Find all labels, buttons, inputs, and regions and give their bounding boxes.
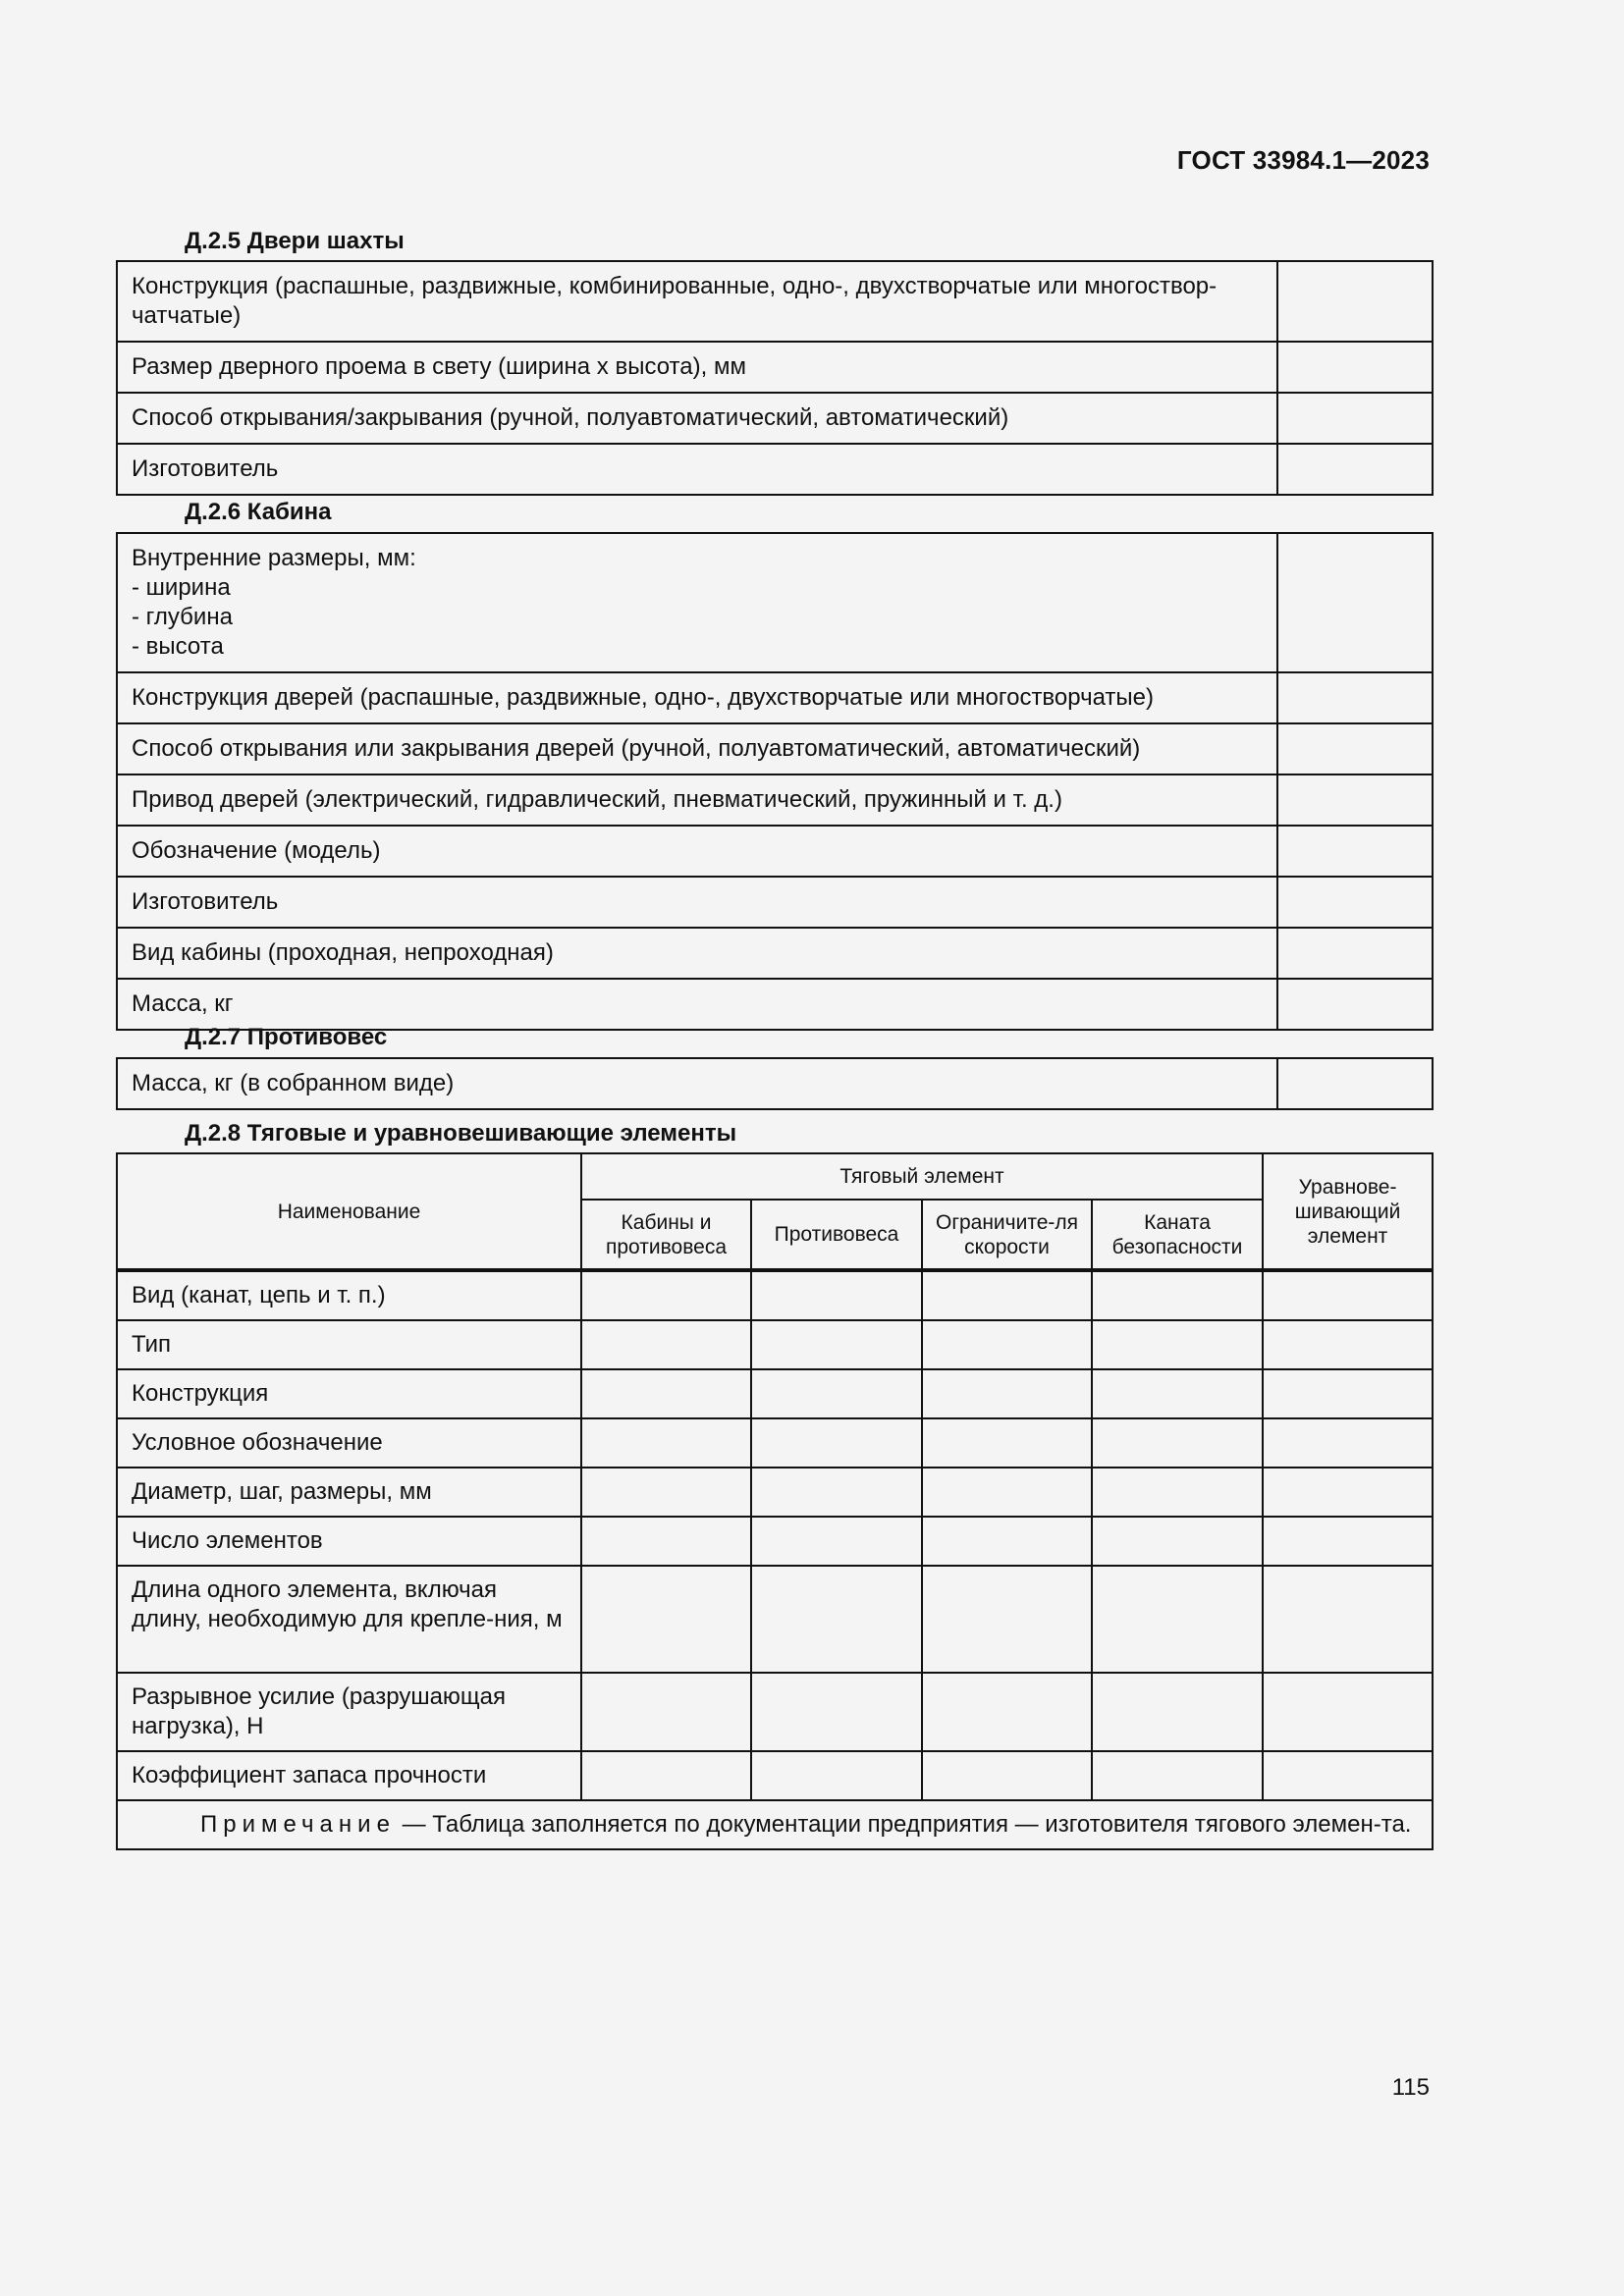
dimensions-cell (117, 533, 1277, 672)
value-cell[interactable] (1263, 1369, 1433, 1418)
row-label: Коэффициент запаса прочности (117, 1751, 581, 1800)
value-cell[interactable] (751, 1369, 922, 1418)
section-title-counterweight: Д.2.7 Противовес (185, 1024, 388, 1050)
value-cell[interactable] (1092, 1673, 1263, 1751)
row-label: Способ открывания или закрывания дверей (ручной, полуавтоматический, автоматический) (117, 723, 1277, 774)
dimension-height: - высота (132, 633, 224, 660)
table-row (117, 533, 1433, 672)
value-cell[interactable] (751, 1270, 922, 1320)
row-label: Диаметр, шаг, размеры, мм (117, 1468, 581, 1517)
table-row (117, 979, 1433, 1030)
value-cell[interactable] (751, 1673, 922, 1751)
value-cell[interactable] (751, 1418, 922, 1468)
value-cell[interactable] (1263, 1673, 1433, 1751)
value-cell[interactable] (1092, 1270, 1263, 1320)
value-cell[interactable] (1263, 1517, 1433, 1566)
value-cell[interactable] (1092, 1751, 1263, 1800)
row-label: Конструкция дверей (распашные, раздвижные, одно-, двухстворчатые или многостворчатые) (117, 672, 1277, 723)
value-cell[interactable] (581, 1751, 751, 1800)
value-cell[interactable] (1092, 1369, 1263, 1418)
header-name: Наименование (117, 1153, 581, 1270)
value-cell[interactable] (581, 1517, 751, 1566)
value-cell[interactable] (1092, 1566, 1263, 1673)
cabin-table (116, 532, 1434, 1031)
traction-elements-table (116, 1152, 1434, 1850)
value-cell[interactable] (1277, 826, 1433, 877)
value-cell[interactable] (922, 1369, 1092, 1418)
table-row (117, 1751, 1433, 1800)
value-cell[interactable] (1263, 1468, 1433, 1517)
value-cell[interactable] (751, 1566, 922, 1673)
value-cell[interactable] (1092, 1320, 1263, 1369)
value-cell[interactable] (1092, 1517, 1263, 1566)
value-cell[interactable] (1277, 774, 1433, 826)
row-label: Масса, кг (в собранном виде) (117, 1058, 1277, 1109)
row-label: Вид кабины (проходная, непроходная) (117, 928, 1277, 979)
counterweight-table (116, 1057, 1434, 1110)
table-row (117, 774, 1433, 826)
header-balancing: Уравнове-шивающий элемент (1263, 1153, 1433, 1270)
value-cell[interactable] (1277, 672, 1433, 723)
row-label: Способ открывания/закрывания (ручной, полуавтоматический, автоматический) (117, 393, 1277, 444)
section-title-traction-elements: Д.2.8 Тяговые и уравновешивающие элементы (185, 1120, 737, 1147)
table-row (117, 393, 1433, 444)
value-cell[interactable] (922, 1320, 1092, 1369)
table-note-row (117, 1800, 1433, 1849)
dimension-depth: - глубина (132, 604, 233, 630)
table-row (117, 928, 1433, 979)
header-safety-rope: Каната безопасности (1092, 1200, 1263, 1270)
table-row (117, 1517, 1433, 1566)
value-cell[interactable] (751, 1517, 922, 1566)
header-counterweight: Противовеса (751, 1200, 922, 1270)
header-traction-group: Тяговый элемент (581, 1153, 1263, 1200)
row-label: Масса, кг (117, 979, 1277, 1030)
note-text: — Таблица заполняется по документации предприятия — изготовителя тягового элемен-та. (395, 1811, 1412, 1838)
row-label: Размер дверного проема в свету (ширина х высота), мм (117, 342, 1277, 393)
value-cell[interactable] (922, 1270, 1092, 1320)
table-row (117, 1418, 1433, 1468)
row-label: Условное обозначение (117, 1418, 581, 1468)
table-row (117, 342, 1433, 393)
note-label: Примечание (200, 1811, 396, 1838)
table-row (117, 672, 1433, 723)
value-cell[interactable] (581, 1320, 751, 1369)
table-row (117, 1468, 1433, 1517)
dimension-width: - ширина (132, 574, 231, 601)
value-cell[interactable] (1263, 1270, 1433, 1320)
header-cabin-counterweight: Кабины и противовеса (581, 1200, 751, 1270)
table-row (117, 723, 1433, 774)
value-cell[interactable] (922, 1673, 1092, 1751)
table-row (117, 261, 1433, 342)
row-label: Изготовитель (117, 877, 1277, 928)
table-row (117, 444, 1433, 495)
value-cell[interactable] (1092, 1418, 1263, 1468)
row-label: Разрывное усилие (разрушающая нагрузка), Н (117, 1673, 581, 1751)
value-cell[interactable] (1277, 928, 1433, 979)
value-cell[interactable] (1263, 1566, 1433, 1673)
table-row (117, 826, 1433, 877)
value-cell[interactable] (751, 1320, 922, 1369)
value-cell[interactable] (922, 1468, 1092, 1517)
table-row (117, 1673, 1433, 1751)
value-cell[interactable] (1277, 444, 1433, 495)
row-label: Тип (117, 1320, 581, 1369)
row-label: Вид (канат, цепь и т. п.) (117, 1270, 581, 1320)
table-row (117, 1566, 1433, 1673)
value-cell[interactable] (581, 1468, 751, 1517)
row-label: Обозначение (модель) (117, 826, 1277, 877)
row-label: Конструкция (распашные, раздвижные, комбинированные, одно-, двухстворчатые или многоствор-чатчатые) (117, 261, 1277, 342)
row-label: Изготовитель (117, 444, 1277, 495)
value-cell[interactable] (751, 1468, 922, 1517)
value-cell[interactable] (1277, 533, 1433, 672)
value-cell[interactable] (1263, 1751, 1433, 1800)
section-title-shaft-doors: Д.2.5 Двери шахты (185, 228, 405, 254)
value-cell[interactable] (1277, 877, 1433, 928)
table-row (117, 1270, 1433, 1320)
row-label: Привод дверей (электрический, гидравлический, пневматический, пружинный и т. д.) (117, 774, 1277, 826)
value-cell[interactable] (1277, 342, 1433, 393)
value-cell[interactable] (1277, 261, 1433, 342)
value-cell[interactable] (1277, 1058, 1433, 1109)
value-cell[interactable] (581, 1369, 751, 1418)
header-speed-governor: Ограничите-ля скорости (922, 1200, 1092, 1270)
document-standard-number: ГОСТ 33984.1—2023 (1176, 145, 1430, 175)
value-cell[interactable] (581, 1566, 751, 1673)
table-note (117, 1800, 1433, 1849)
table-row (117, 1058, 1433, 1109)
value-cell[interactable] (751, 1751, 922, 1800)
value-cell[interactable] (1277, 393, 1433, 444)
value-cell[interactable] (922, 1566, 1092, 1673)
value-cell[interactable] (1263, 1320, 1433, 1369)
row-label: Длина одного элемента, включая длину, необходимую для крепле-ния, м (117, 1566, 581, 1673)
value-cell[interactable] (581, 1418, 751, 1468)
value-cell[interactable] (1092, 1468, 1263, 1517)
value-cell[interactable] (581, 1270, 751, 1320)
value-cell[interactable] (1277, 979, 1433, 1030)
section-title-cabin: Д.2.6 Кабина (185, 499, 332, 525)
value-cell[interactable] (581, 1673, 751, 1751)
row-label: Число элементов (117, 1517, 581, 1566)
table-row (117, 1369, 1433, 1418)
value-cell[interactable] (1277, 723, 1433, 774)
table-row (117, 877, 1433, 928)
value-cell[interactable] (1263, 1418, 1433, 1468)
shaft-doors-table (116, 260, 1434, 496)
value-cell[interactable] (922, 1751, 1092, 1800)
table-row (117, 1320, 1433, 1369)
page-number: 115 (1391, 2074, 1430, 2101)
value-cell[interactable] (922, 1418, 1092, 1468)
value-cell[interactable] (922, 1517, 1092, 1566)
dimensions-label: Внутренние размеры, мм: (132, 545, 416, 571)
row-label: Конструкция (117, 1369, 581, 1418)
